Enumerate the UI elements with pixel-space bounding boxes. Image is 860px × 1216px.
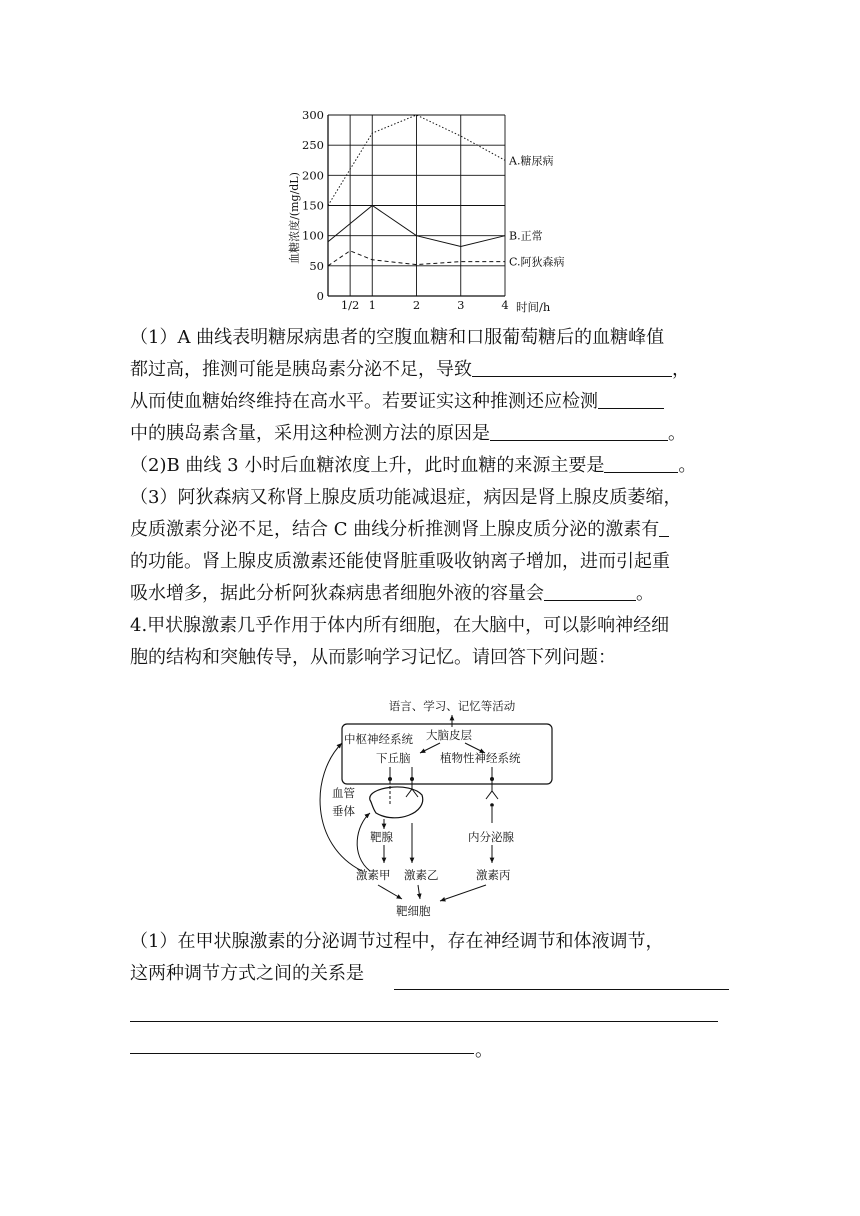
q3-part2-line1: （2)B 曲线 3 小时后血糖浓度上升，此时血糖的来源主要是: [130, 455, 605, 476]
q3-part1-line4: 中的胰岛素含量，采用这种检测方法的原因是: [130, 423, 490, 444]
q3-punct: ，: [672, 359, 690, 380]
q3-punct: 。: [678, 455, 697, 476]
q3-line: [130, 322, 740, 354]
q4-sub1-line1: （1）在甲状腺激素的分泌调节过程中，存在神经调节和体液调节，: [130, 931, 664, 952]
target-cell-label: 靶细胞: [396, 904, 431, 918]
series-label: A.糖尿病: [509, 154, 554, 168]
y-axis-label: 血糖浓度/(mg/dL): [288, 172, 301, 264]
chart-grid: [328, 115, 505, 296]
x-tick-label: 1: [368, 298, 376, 312]
chart-svg: [280, 100, 600, 325]
q3-part1-line3: 从而使血糖始终维持在高水平。若要证实这种推测还应检测: [130, 391, 598, 412]
ans-label: 植物性神经系统: [440, 751, 521, 765]
answer-blank[interactable]: [130, 1021, 718, 1022]
y-tick-label: 100: [302, 228, 324, 243]
q3-line: [130, 354, 740, 386]
answer-blank[interactable]: [472, 358, 672, 377]
q3-punct: 。: [668, 423, 686, 444]
q3-part1-line1: （1）A 曲线表明糖尿病患者的空腹血糖和口服葡萄糖后的血糖峰值: [130, 327, 665, 348]
answer-blank[interactable]: [490, 422, 668, 441]
series-label: C.阿狄森病: [509, 255, 565, 269]
q3-part1-line2: 都过高，推测可能是胰岛素分泌不足，导致: [130, 359, 472, 380]
y-tick-label: 300: [302, 108, 324, 122]
q3-part3-line3: 的功能。肾上腺皮质激素还能使肾脏重吸收钠离子增加，进而引起重: [130, 551, 670, 572]
x-tick-label: 2: [412, 298, 421, 312]
synapse-ans: [486, 791, 498, 799]
arrow-c-target: [440, 885, 486, 901]
blood-glucose-chart: [280, 100, 600, 325]
y-tick-label: 200: [302, 168, 324, 183]
arrow-cortex-hypothalamus: [420, 743, 440, 753]
hormone-c-label: 激素丙: [476, 868, 511, 882]
question-4-sub1: [130, 926, 740, 990]
answer-blank[interactable]: [130, 1053, 474, 1054]
y-tick-label: 50: [309, 258, 324, 273]
answer-blank[interactable]: [598, 390, 664, 409]
q3-line: [130, 386, 740, 418]
q3-part3-line2: 皮质激素分泌不足，结合 C 曲线分析推测肾上腺皮质分泌的激素有: [130, 519, 660, 540]
thyroid-regulation-diagram: [300, 695, 560, 925]
x-tick-label: 3: [457, 298, 465, 312]
diagram-svg: [300, 695, 560, 925]
q3-part3-line1: （3）阿狄森病又称肾上腺皮质功能减退症，病因是肾上腺皮质萎缩，: [130, 487, 682, 508]
y-tick-label: 0: [316, 289, 324, 303]
q3-line: [130, 418, 740, 450]
q3-line: [130, 450, 740, 482]
pituitary-shape: [370, 787, 423, 818]
q3-line: [130, 482, 740, 514]
chart-ticks: [302, 108, 564, 312]
answer-blank[interactable]: [659, 518, 669, 537]
q3-punct: 。: [636, 583, 654, 604]
q3-line: [130, 514, 740, 546]
vessel-label: 血管: [332, 786, 355, 800]
node-dot: [388, 777, 392, 781]
answer-blank[interactable]: [394, 989, 729, 990]
series-label: B.正常: [509, 229, 543, 243]
question-4-text: [130, 610, 740, 674]
x-axis-label: 时间/h: [516, 300, 551, 314]
target-gland-label: 靶腺: [370, 830, 393, 844]
q4-line: [130, 610, 740, 642]
cortex-label: 大脑皮层: [426, 728, 472, 742]
y-tick-label: 250: [302, 138, 324, 153]
node-dot: [410, 777, 414, 781]
q4-line: [130, 642, 740, 674]
endocrine-label: 内分泌腺: [468, 830, 514, 844]
arrow-a-target: [378, 885, 402, 899]
y-tick-label: 150: [302, 198, 324, 213]
answer-blank[interactable]: [544, 582, 636, 601]
q4-line1: 4.甲状腺激素几乎作用于体内所有细胞，在大脑中，可以影响神经细: [130, 615, 670, 636]
answer-blank[interactable]: [604, 454, 678, 473]
q4-line2: 胞的结构和突触传导，从而影响学习记忆。请回答下列问题：: [130, 647, 616, 668]
q3-line: [130, 578, 740, 610]
x-tick-label: 4: [501, 298, 509, 312]
arrow-b-target: [418, 885, 420, 899]
hypothalamus-label: 下丘脑: [376, 751, 411, 765]
q3-line: [130, 546, 740, 578]
q3-part3-line4: 吸水增多，据此分析阿狄森病患者细胞外液的容量会: [130, 583, 544, 604]
diagram-top-label: 语言、学习、记忆等活动: [388, 699, 516, 713]
node-dot: [490, 777, 494, 781]
node-dot: [490, 803, 494, 807]
pituitary-label: 垂体: [332, 804, 355, 818]
cns-label: 中枢神经系统: [344, 732, 413, 746]
q4-end-punct: 。: [475, 1040, 493, 1061]
hormone-b-label: 激素乙: [404, 868, 439, 882]
question-3-text: [130, 322, 740, 610]
q4-sub1-line2: 这两种调节方式之间的关系是: [130, 963, 364, 984]
feedback-arrow-pituitary: [357, 813, 370, 871]
x-tick-label: 1/2: [340, 298, 360, 312]
hormone-a-label: 激素甲: [356, 868, 391, 882]
q4-sub-line: [130, 926, 740, 958]
q4-sub-line: [130, 958, 740, 990]
